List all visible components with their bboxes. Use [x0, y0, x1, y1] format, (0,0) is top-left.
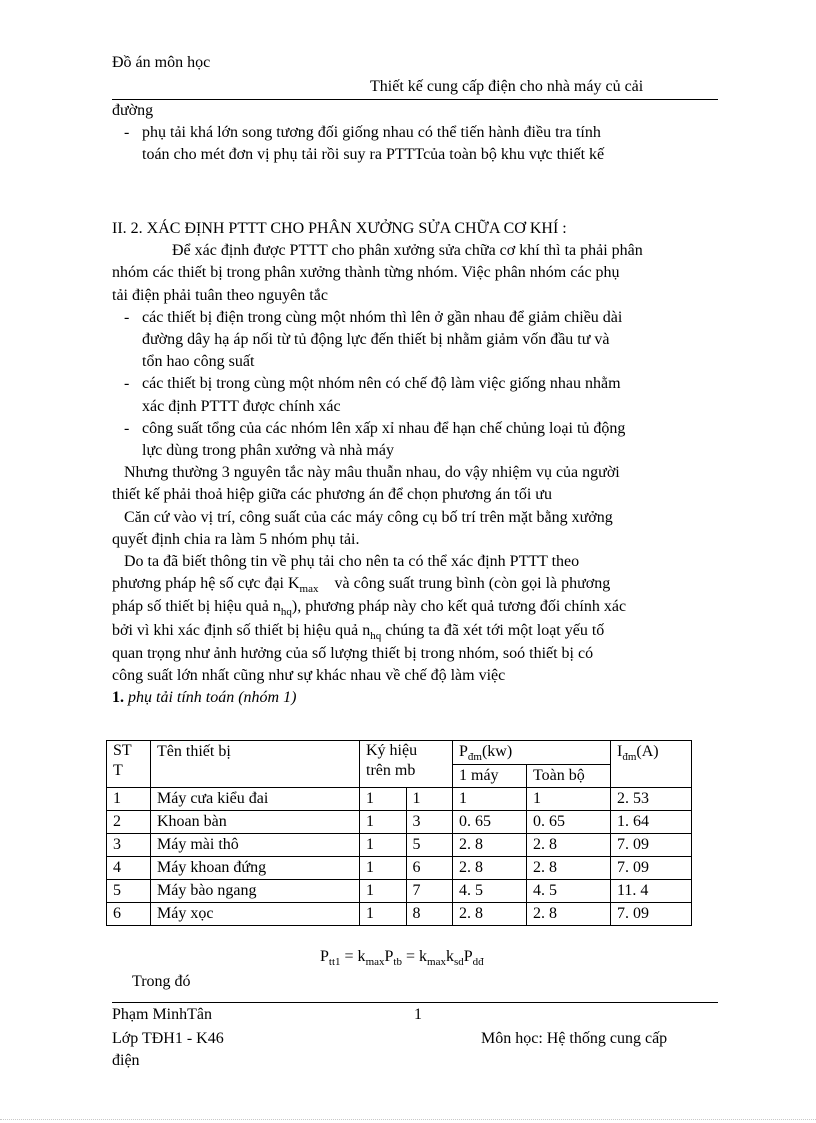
after-formula-text: Trong đó: [132, 973, 191, 990]
header-power: $P_{đm}(kw)$: [453, 741, 611, 765]
header-power-all: Toàn bộ: [527, 765, 611, 788]
bullet-item-3: - công suất tổng của các nhóm lên xấp xỉ nhau để hạn chế chủng loại tủ động lực dùng trong phân xưởng và nhà máy: [124, 419, 626, 460]
paragraph-3: Căn cứ vào vị trí, công suất của các máy công cụ bố trí trên mặt bằng xưởng: [124, 508, 613, 526]
bullet-item-2: - các thiết bị trong cùng một nhóm nên có chế độ làm việc giống nhau nhằm xác định PTTT được chính xác: [124, 375, 621, 415]
header-power-one: 1 máy: [453, 765, 527, 788]
intro-bullet: - phụ tải khá lớn song tương đối giống nhau có thể tiến hành điều tra tính toán cho mét đơn vị phụ tải rồi suy ra PTTTcủa toàn bộ khu vực thiết kế: [124, 124, 605, 164]
table-row: 4 Máy khoan đứng 1 6 2. 8 2. 8 7. 09: [107, 857, 692, 880]
footer-course: Môn học: Hệ thống cung cấp: [481, 1030, 668, 1047]
header-name: Tên thiết bị: [151, 741, 360, 788]
table-row: 5 Máy bào ngang 1 7 4. 5 4. 5 11. 4: [107, 880, 692, 903]
footer-class: Lớp TĐH1 - K46: [112, 1030, 224, 1047]
section-block: II. 2. XÁC ĐỊNH PTTT CHO PHÂN XƯỞNG SỬA CHỮA CƠ KHÍ : Để xác định được PTTT cho phân xưởng sửa chữa cơ khí thì ta phải phân nhóm các thiết bị trong phân xưởng thành từng nhóm. Việc phân nhóm các phụ tải điện phải tuân theo nguyên tắc - các thiết bị điện trong cùng một nhóm thì lên ở gần nhau để giảm chiều dài đường dây hạ áp nối từ tủ động lực đến thiết bị nhằm giảm vốn đầu tư và tổn hao công suất - các thiết bị trong cùng một nhóm nên có chế độ làm việc giống nhau nhằm xác định PTTT được chính xác - công suất tổng của các nhóm lên xấp xỉ nhau để hạn chế chủng loại tủ động lực dùng trong phân xưởng và nhà máy Nhưng thường 3 nguyên tắc này mâu thuẫn nhau, do vậy nhiệm vụ của người thiết kế phải thoả hiệp giữa các phương án để chọn phương án tối ưu Căn cứ vào vị trí, công suất của các máy công cụ bố trí trên mặt bằng xưởng quyết định chia ra làm 5 nhóm phụ tải. Do ta đã biết thông tin về phụ tải cho nên ta có thể xác định PTTT theo phương pháp hệ số cực đại $K_{max}$ và công suất trung bình (còn gọi là phương pháp số thiết bị hiệu quả $n_{hq}$), phương pháp này cho kết quả tương đối chính xác bởi vì khi xác định số thiết bị hiệu quả $n_{hq}$ chúng ta đã xét tới một loạt yếu tố quan trọng như ảnh hưởng của số lượng thiết bị trong nhóm, soó thiết bị có công suất lớn nhất cũng như sự khác nhau về chế độ làm việc 1. phụ tải tính toán (nhóm 1): [112, 218, 720, 709]
table-row: 2 Khoan bàn 1 3 0. 65 0. 65 1. 64: [107, 811, 692, 834]
equipment-table: [106, 740, 692, 926]
intro-block: [112, 100, 720, 167]
table-row: 1 Máy cưa kiểu đai 1 1 1 1 2. 53: [107, 788, 692, 811]
header-stt: ST T: [107, 741, 151, 788]
formula: $P_{tt1} = k_{max}P_{tb} = k_{max}k_{sd}P_{dđ}$: [320, 948, 484, 968]
page-number: 1: [414, 1006, 422, 1023]
table-row: 3 Máy mài thô 1 5 2. 8 2. 8 7. 09: [107, 834, 692, 857]
page-edge: [0, 1119, 816, 1120]
paragraph-4: Do ta đã biết thông tin về phụ tải cho nên ta có thể xác định PTTT theo: [124, 553, 580, 571]
header-right: Thiết kế cung cấp điện cho nhà máy củ cải: [370, 78, 644, 95]
bullet-dash: -: [124, 124, 130, 142]
paragraph-2: Nhưng thường 3 nguyên tắc này mâu thuẫn nhau, do vậy nhiệm vụ của người: [124, 464, 620, 482]
header-symbol: Ký hiệu trên mb: [360, 741, 453, 788]
section-heading: II. 2. XÁC ĐỊNH PTTT CHO PHÂN XƯỞNG SỬA CHỮA CƠ KHÍ :: [112, 220, 567, 237]
footer-rule: [112, 1002, 718, 1003]
intro-continuation: đường: [112, 102, 154, 119]
header-current: $I_{đm}(A)$: [611, 741, 692, 788]
paragraph-1: Để xác định được PTTT cho phân xưởng sửa chữa cơ khí thì ta phải phân: [172, 242, 643, 260]
footer-author: Phạm MinhTân: [112, 1006, 212, 1023]
table-row: 6 Máy xọc 1 8 2. 8 2. 8 7. 09: [107, 903, 692, 926]
subsection-title: 1. phụ tải tính toán (nhóm 1): [112, 689, 297, 707]
header-left: Đồ án môn học: [112, 54, 211, 71]
footer-continuation: điện: [112, 1052, 140, 1069]
bullet-item-1: - các thiết bị điện trong cùng một nhóm thì lên ở gần nhau để giảm chiều dài đường dây hạ áp nối từ tủ động lực đến thiết bị nhằm giảm vốn đầu tư và tổn hao công suất: [124, 308, 623, 371]
